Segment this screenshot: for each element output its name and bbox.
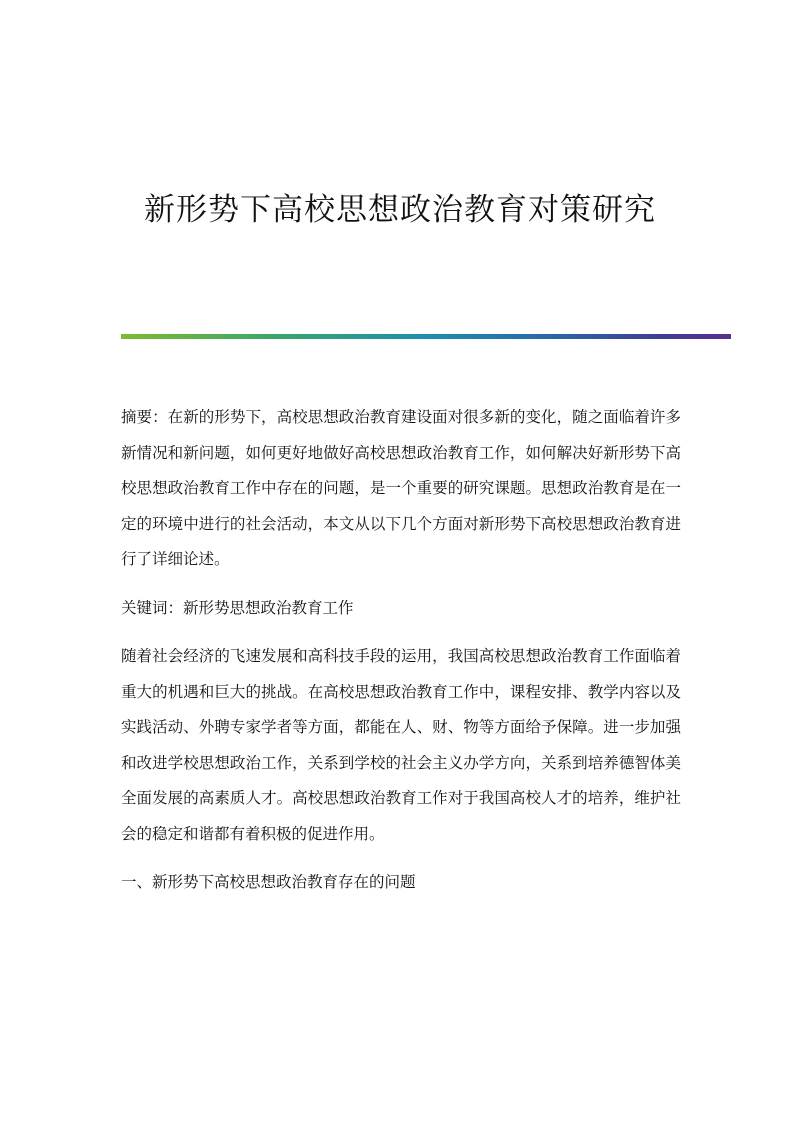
intro-paragraph: 随着社会经济的飞速发展和高科技手段的运用，我国高校思想政治教育工作面临着重大的机遇和巨大的挑战。在高校思想政治教育工作中，课程安排、教学内容以及实践活动、外聘专家学者等方面，都能在人、财、物等方面给予保障。进一步加强和改进学校思想政治工作，关系到学校的社会主义办学方向，关系到培养德智体美全面发展的高素质人才。高校思想政治教育工作对于我国高校人才的培养，维护社会的稳定和谐都有着积极的促进作用。	[121, 647, 681, 843]
abstract-paragraph: 摘要：在新的形势下，高校思想政治教育建设面对很多新的变化，随之面临着许多新情况和新问题，如何更好地做好高校思想政治教育工作，如何解决好新形势下高校思想政治教育工作中存在的问题，是一个重要的研究课题。思想政治教育是在一定的环境中进行的社会活动，本文从以下几个方面对新形势下高校思想政治教育进行了详细论述。	[121, 408, 681, 568]
keywords-paragraph: 关键词：新形势思想政治教育工作	[121, 598, 354, 617]
title-divider	[121, 334, 731, 339]
document-body	[121, 400, 681, 914]
section-heading: 一、新形势下高校思想政治教育存在的问题	[121, 873, 416, 891]
document-title: 新形势下高校思想政治教育对策研究	[144, 192, 656, 228]
